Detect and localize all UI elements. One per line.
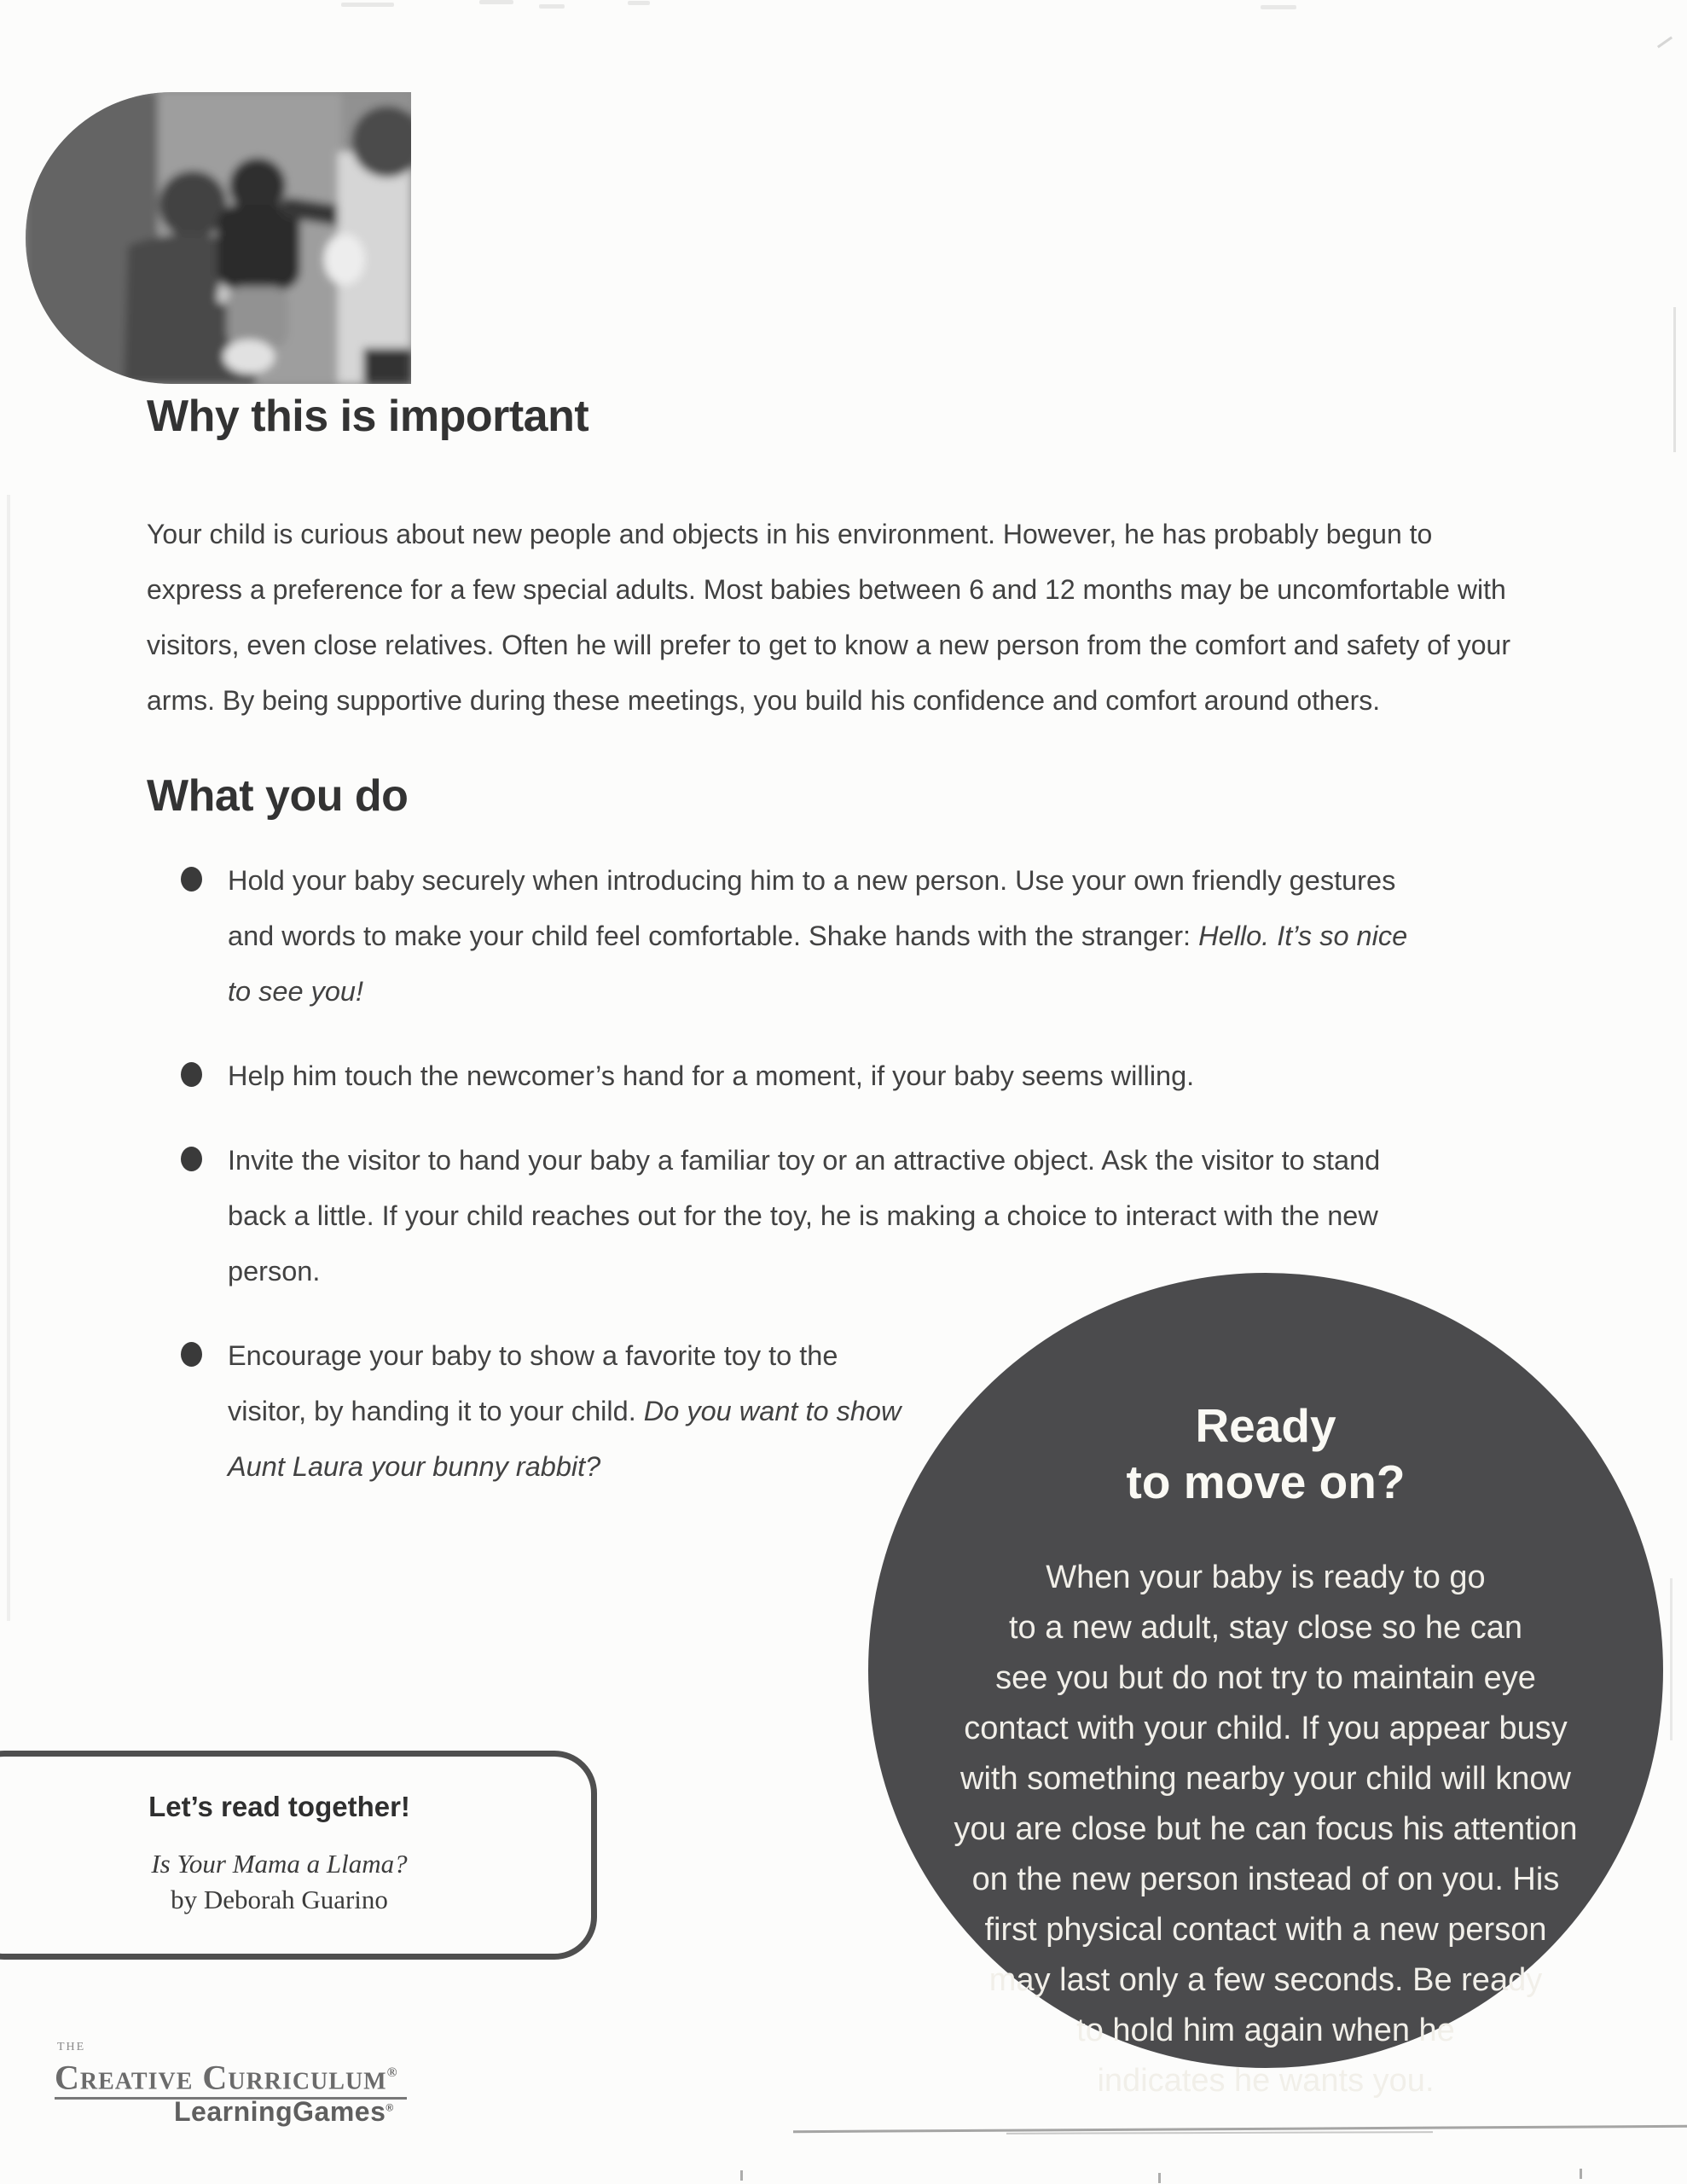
book-title: Is Your Mama a Llama? [151, 1849, 408, 1879]
registered-mark: ® [386, 2065, 398, 2080]
scan-artifact-pencil-mark [1657, 37, 1673, 49]
read-box-title: Let’s read together! [148, 1791, 410, 1822]
section-title-why-this-is-important: Why this is important [147, 392, 589, 441]
scan-artifact-tick [1158, 2173, 1161, 2183]
scan-artifact-edge [1673, 307, 1676, 452]
lets-read-together-box [0, 1751, 597, 1960]
why-paragraph: Your child is curious about new people and objects in his environment. However, he has probably begun to express a preference for a few special adults. Most babies between 6 and 12 months may be uncomfortable with visitors, even close relatives. Often he will prefer to get to know a new person from the comfort and safety of your arms. By being supportive during these meetings, you build his confidence and comfort around others. [147, 519, 1510, 716]
creative-curriculum-logo [55, 2041, 407, 2128]
ready-body-line: you are close but he can focus his attention [954, 1811, 1578, 1847]
ready-title-line: Ready [1195, 1399, 1336, 1452]
bullet-item [181, 1048, 1460, 1104]
logo-creative-curriculum: Creative Curriculum® [55, 2054, 407, 2100]
scan-artifact [1261, 5, 1296, 9]
ready-callout-title [868, 1397, 1663, 1510]
bullet-text: Hold your baby securely when introducing him to a new person. Use your own friendly gestures and words to make your child feel comfortable. Shake hands with the stranger: Hello. It’s so nice to see you! [228, 865, 1408, 1007]
book-author: by Deborah Guarino [171, 1885, 388, 1914]
bullet-dot-icon [181, 1147, 202, 1171]
ready-body-line: to a new adult, stay close so he can [1008, 1610, 1523, 1646]
photo-adult-introducing-baby-to-visitor [26, 92, 411, 384]
bullet-dot-icon [181, 867, 202, 892]
bullet-text: Help him touch the newcomer’s hand for a moment, if your baby seems willing. [228, 1060, 1195, 1091]
ready-body-line: first physical contact with a new person [984, 1912, 1547, 1948]
scan-artifact-edge [1670, 1578, 1673, 1740]
scan-artifact-tick [740, 2170, 743, 2181]
scan-artifact [628, 1, 650, 5]
scan-artifact [479, 0, 513, 4]
ready-body-line: on the new person instead of on you. His [971, 1862, 1560, 1897]
ready-body-line: indicates he wants you. [1097, 2063, 1435, 2099]
ready-body-line: When your baby is ready to go [1046, 1560, 1486, 1595]
ready-callout-body [868, 1553, 1663, 2106]
ready-title-line: to move on? [1126, 1455, 1406, 1508]
photo-illustration [26, 92, 411, 384]
scan-artifact-fold-line [7, 495, 10, 1621]
scan-artifact-bottom-line [793, 2125, 1687, 2133]
logo-learninggames: LearningGames® [174, 2096, 394, 2128]
ready-body-line: with something nearby your child will know [960, 1761, 1571, 1797]
scan-artifact [341, 3, 394, 7]
ready-body-line: see you but do not try to maintain eye [995, 1660, 1536, 1696]
bullet-text: Encourage your baby to show a favorite toy to the visitor, by handing it to your child. Do you want to show Aunt Laura your bunny rabbit? [228, 1340, 901, 1482]
scan-artifact-bottom-line [1006, 2131, 1433, 2135]
ready-body-line: to hold him again when he [1076, 2013, 1455, 2048]
bullet-item [181, 853, 1460, 1019]
bullet-dot-icon [181, 1062, 202, 1087]
scan-artifact-tick [1580, 2169, 1582, 2179]
section-title-what-you-do: What you do [147, 771, 409, 821]
ready-to-move-on-callout [868, 1273, 1663, 2099]
registered-mark-small: ® [386, 2101, 394, 2114]
ready-body-line: may last only a few seconds. Be ready [988, 1962, 1543, 1998]
bullet-text: Invite the visitor to hand your baby a familiar toy or an attractive object. Ask the visitor to stand back a little. If your child reaches out for the toy, he is making a choice to interact with the new person. [228, 1145, 1381, 1287]
bullet-dot-icon [181, 1342, 202, 1367]
scan-artifact [539, 4, 565, 9]
logo-the: THE [57, 2041, 86, 2053]
ready-body-line: contact with your child. If you appear busy [964, 1711, 1568, 1746]
